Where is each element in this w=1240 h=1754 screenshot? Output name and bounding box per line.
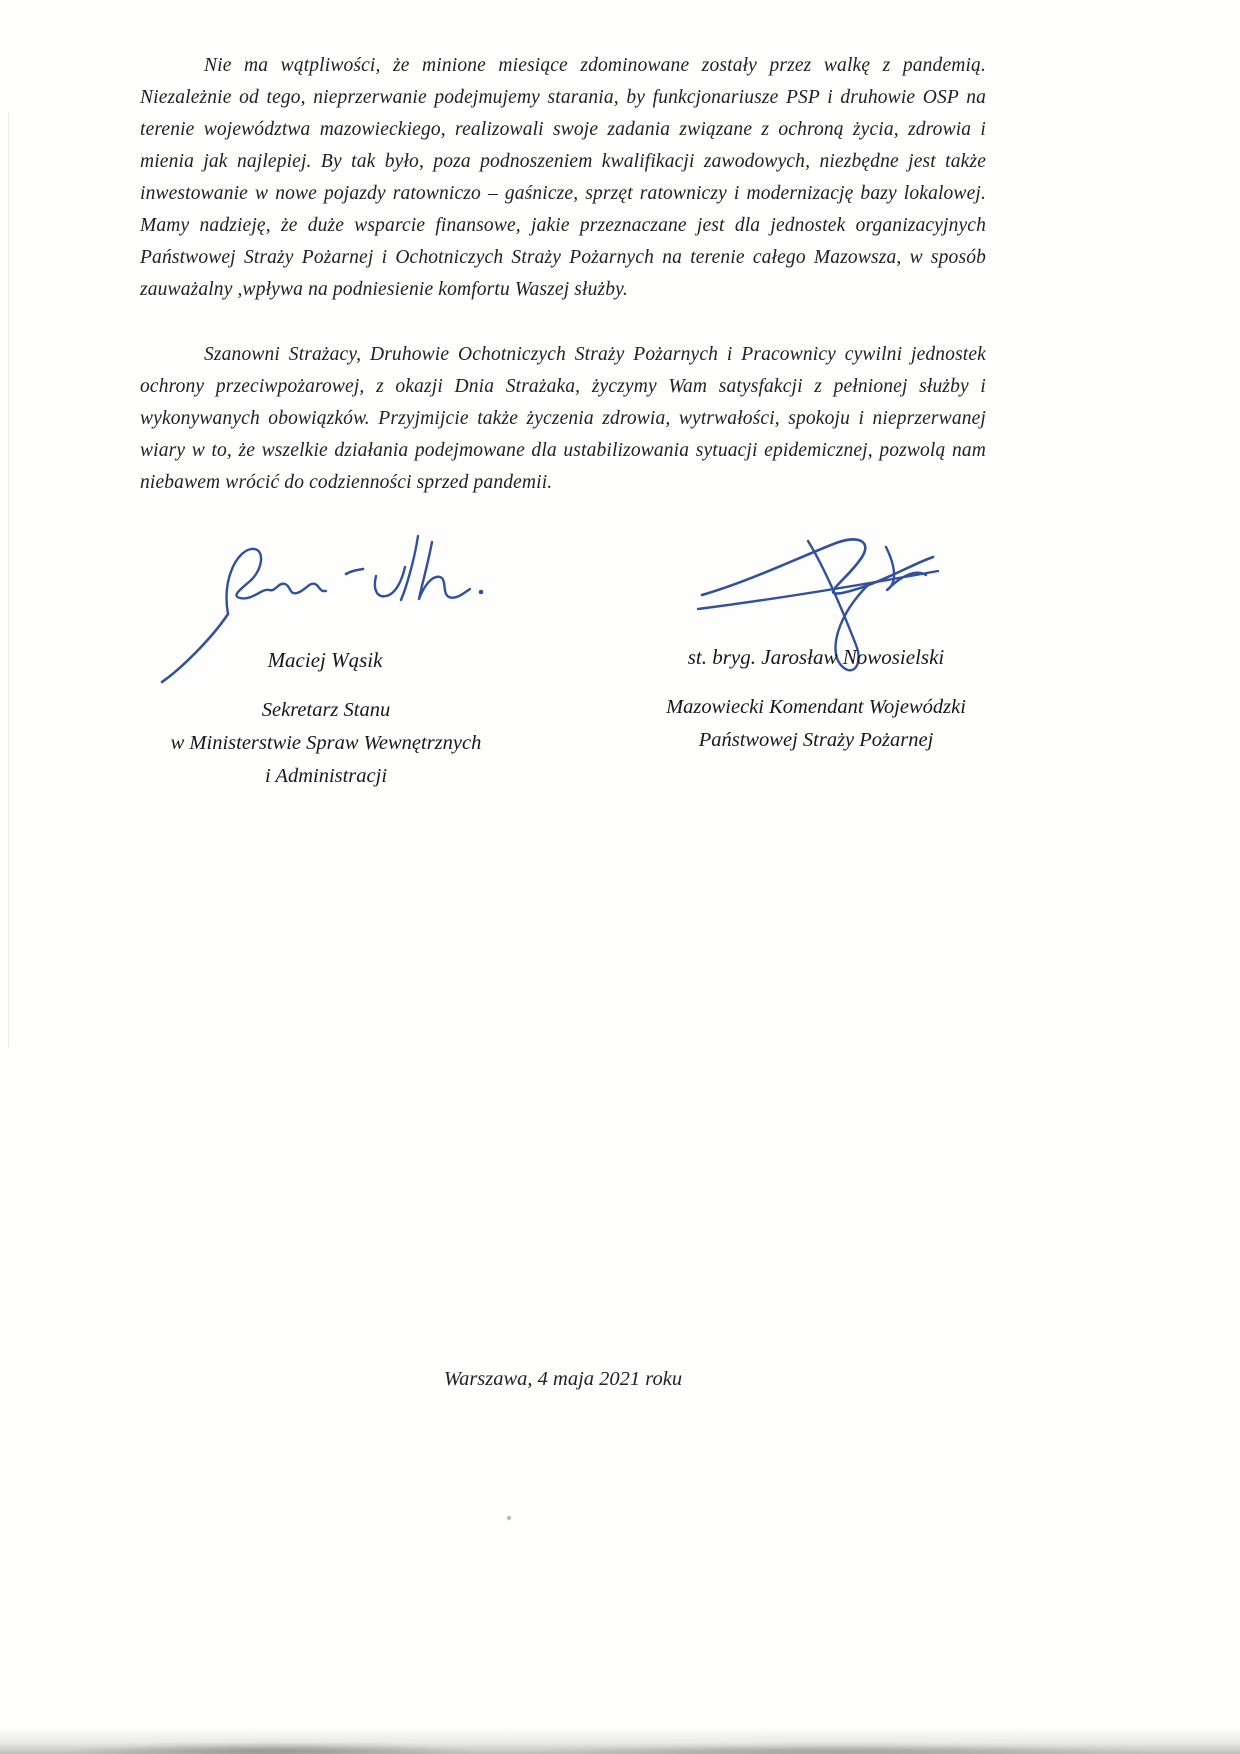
paragraph-2: Szanowni Strażacy, Druhowie Ochotniczych Straży Pożarnych i Pracownicy cywilni jednostek ochrony przeciwpożarowej, z okazji Dnia Strażaka, życzymy Wam satysfakcji z pełnionej służby i wykonywanych obowiązków. Przyjmijcie także życzenia zdrowia, wytrwałości, spokoju i nieprzerwanej wiary w to, że wszelkie działania podejmowane dla ustabilizowania sytuacji epidemicznej, pozwolą nam niebawem wrócić do codzienności sprzed pandemii. <box>140 344 986 493</box>
paragraph-1: Nie ma wątpliwości, że minione miesiące zdominowane zostały przez walkę z pandemią. Niezależnie od tego, nieprzerwanie podejmujemy starania, by funkcjonariusze PSP i druhowie OSP na terenie województwa mazowieckiego, realizowali swoje zadania związane z ochroną życia, zdrowia i mienia jak najlepiej. By tak było, poza podnoszeniem kwalifikacji zawodowych, niezbędne jest także inwestowanie w nowe pojazdy ratowniczo – gaśnicze, sprzęt ratowniczy i modernizację bazy lokalowej. Mamy nadzieję, że duże wsparcie finansowe, jakie przeznaczane jest dla jednostek organizacyjnych Państwowej Straży Pożarnej i Ochotniczych Straży Pożarnych na terenie całego Mazowsza, w sposób zauważalny ,wpływa na podniesienie komfortu Waszej służby. <box>140 55 986 300</box>
scan-bottom-shadow <box>0 1728 1240 1754</box>
left-signatory-name: Maciej Wąsik <box>267 648 383 672</box>
scan-edge-line <box>8 112 9 1047</box>
right-signatory-title-line: Państwowej Straży Pożarnej <box>698 729 934 751</box>
scan-speck <box>507 1516 511 1520</box>
right-signatory-name: st. bryg. Jarosław Nowosielski <box>687 645 945 669</box>
left-signatory-title-line: w Ministerstwie Spraw Wewnętrznych <box>170 732 482 754</box>
left-signatory-title-line: Sekretarz Stanu <box>261 699 391 721</box>
left-signatory-title-line: i Administracji <box>264 765 388 787</box>
dateline: Warszawa, 4 maja 2021 roku <box>443 1368 683 1390</box>
right-signatory-title-line: Mazowiecki Komendant Wojewódzki <box>666 696 966 718</box>
letter-body <box>140 50 986 499</box>
right-signatory-titles <box>640 691 992 757</box>
left-signatory-titles <box>140 694 512 793</box>
